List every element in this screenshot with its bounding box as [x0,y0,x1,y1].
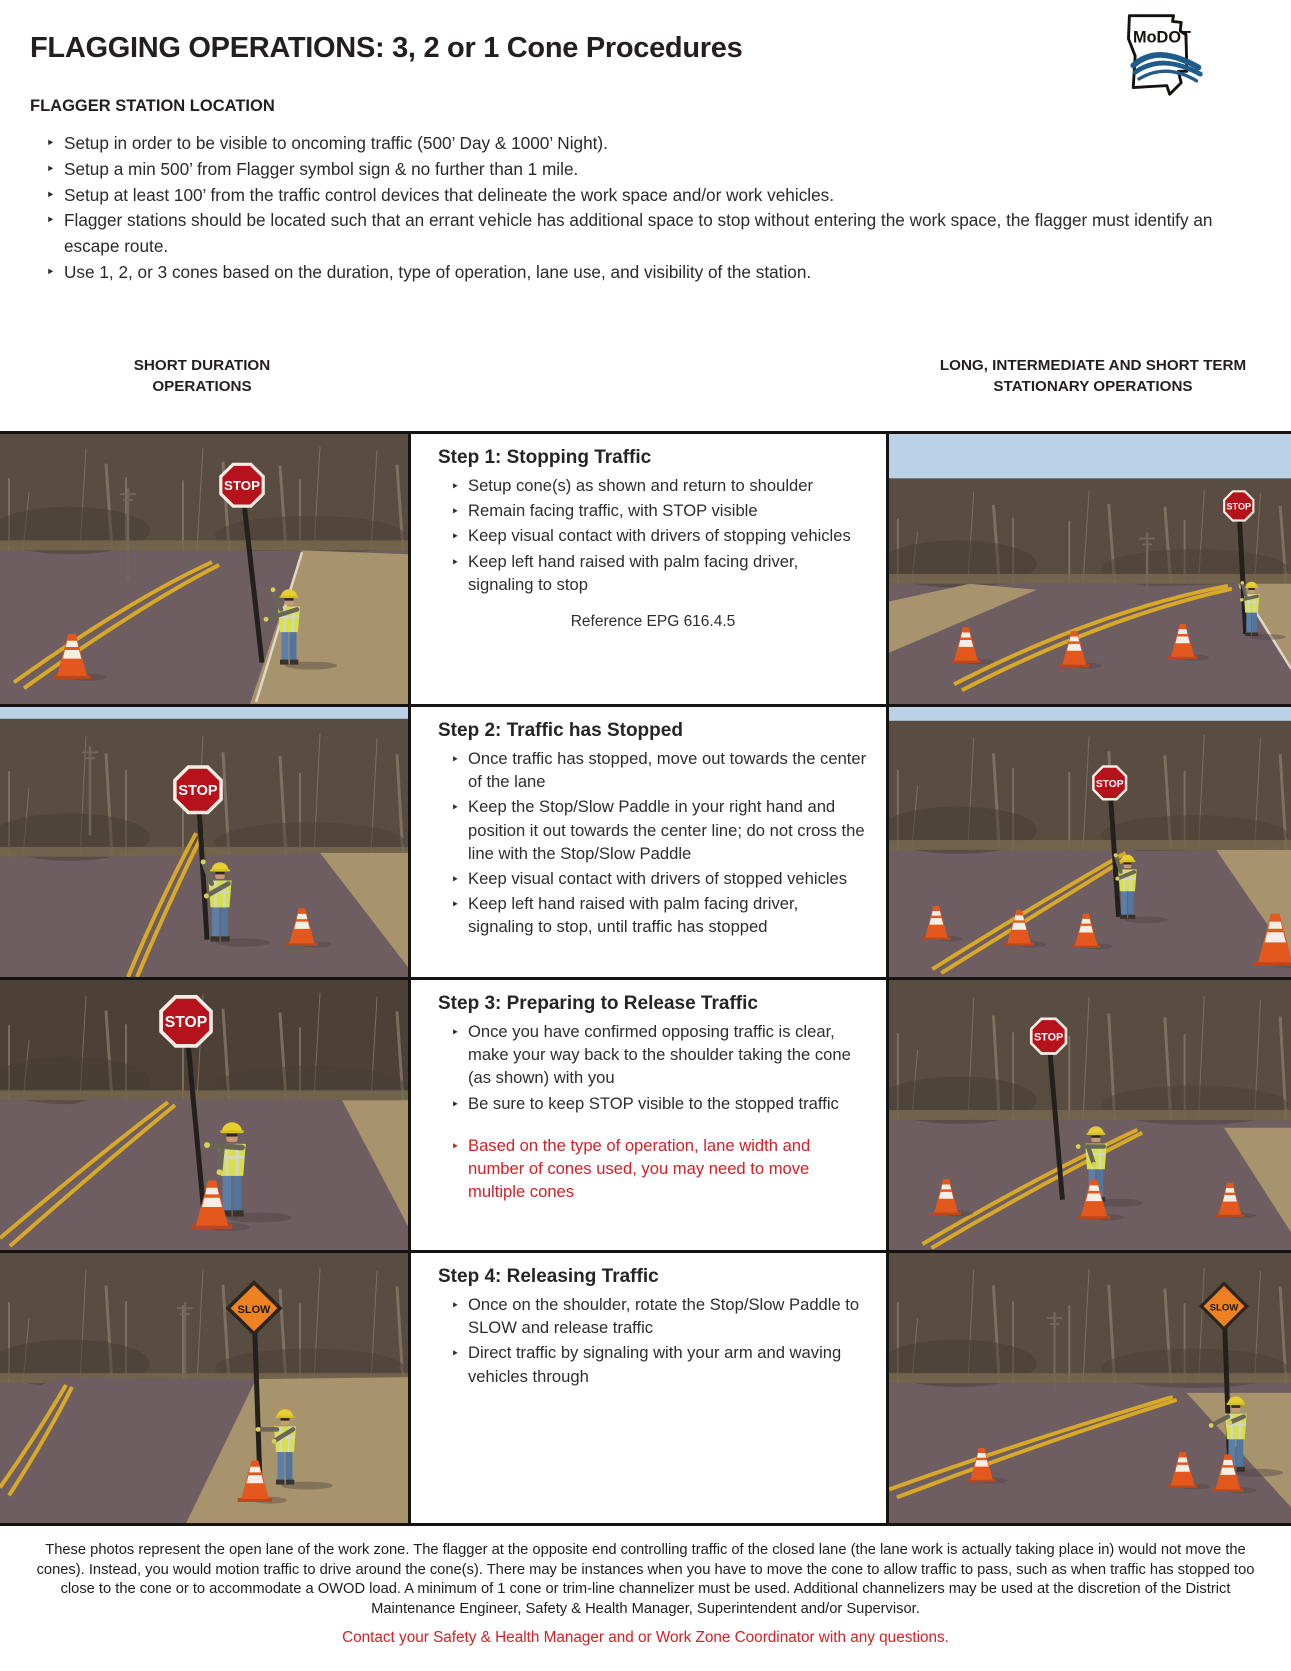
page-title: FLAGGING OPERATIONS: 3, 2 or 1 Cone Procedures [30,32,743,64]
svg-text:STOP: STOP [1226,501,1252,512]
column-header-short-duration: SHORT DURATION OPERATIONS [133,357,271,395]
logo-wordmark: MoDOT [1133,28,1191,47]
svg-text:STOP: STOP [1095,778,1124,790]
bullet-item: ‣ Setup a min 500’ from Flagger symbol sign & no further than 1 mile. [46,157,1268,183]
svg-text:SLOW: SLOW [1209,1302,1239,1314]
svg-text:STOP: STOP [1033,1031,1064,1044]
footer-note: These photos represent the open lane of the work zone. The flagger at the opposite end controlling traffic of the closed lane (the lane work is actually taking place in) would not move the cones). Instead, you would motion traffic to drive around the cone(s). There may be instances when you have to move the cone to allow traffic to pass, such as when traffic has stopped too close to the cone or to accommodate a OWOD load. A minimum of 1 cone or trim-line channelizer must be used. Additional channelizers may be used at the discretion of the District Maintenance Engineer, Safety & Health Manager, Superintendent and/or Supervisor. [36,1542,1255,1617]
photo-step4-short-duration [0,1253,408,1523]
step-bullet: ‣ Keep the Stop/Slow Paddle in your right hand and position it out towards the center line; do not cross the line with the Stop/Slow Paddle [468,795,868,865]
photo-step1-short-duration [0,434,408,704]
bullet-item: ‣ Flagger stations should be located such that an errant vehicle has additional space to stop without entering the work space, the flagger must identify an escape route. [46,208,1268,260]
section-heading: FLAGGER STATION LOCATION [30,97,275,115]
step-3-row [0,980,1291,1253]
step-bullet: ‣ Once on the shoulder, rotate the Stop/Slow Paddle to SLOW and release traffic [468,1293,868,1339]
photo-step4-stationary [889,1253,1291,1523]
step-heading: Step 3: Preparing to Release Traffic [438,993,758,1014]
bullet-item: ‣ Use 1, 2, or 3 cones based on the duration, type of operation, lane use, and visibility of the station. [46,260,1268,286]
reference-note: Reference EPG 616.4.5 [570,613,736,631]
bullet-item: ‣ Setup in order to be visible to oncoming traffic (500’ Day & 1000’ Night). [46,131,1268,157]
photo-step2-stationary [889,707,1291,977]
step-2-row [0,707,1291,980]
column-header-stationary: LONG, INTERMEDIATE AND SHORT TERM STATIONARY OPERATIONS [939,357,1247,395]
step-bullet: ‣ Once you have confirmed opposing traffic is clear, make your way back to the shoulder taking the cone (as shown) with you [468,1020,868,1090]
photo-step2-short-duration [0,707,408,977]
step-1-row [0,434,1291,707]
step-2-panel [408,707,889,977]
step-bullet: ‣ Once traffic has stopped, move out towards the center of the lane [468,747,868,793]
photo-step3-short-duration [0,980,408,1250]
step-1-panel [408,434,889,704]
step-bullet: ‣ Be sure to keep STOP visible to the stopped traffic [468,1092,868,1115]
modot-logo [1114,8,1210,100]
svg-text:STOP: STOP [164,1014,208,1032]
photo-step3-stationary [889,980,1291,1250]
step-heading: Step 1: Stopping Traffic [438,447,652,468]
step-bullet: ‣ Keep left hand raised with palm facing driver, signaling to stop [468,550,868,596]
photo-step1-stationary [889,434,1291,704]
svg-text:SLOW: SLOW [237,1303,271,1316]
procedure-grid [0,431,1291,1526]
step-bullet: ‣ Keep visual contact with drivers of stopped vehicles [468,867,868,890]
step-bullet: ‣ Keep visual contact with drivers of stopping vehicles [468,524,868,547]
flagger-station-bullets [46,131,1268,286]
step-4-row [0,1253,1291,1526]
svg-text:STOP: STOP [178,783,218,800]
footer-contact-line: Contact your Safety & Health Manager and or Work Zone Coordinator with any questions. [342,1629,949,1646]
step-bullet: ‣ Keep left hand raised with palm facing driver, signaling to stop, until traffic has stopped [468,892,868,938]
step-warning-bullet: ‣ Based on the type of operation, lane width and number of cones used, you may need to move multiple cones [468,1134,868,1204]
step-4-panel [408,1253,889,1523]
bullet-item: ‣ Setup at least 100’ from the traffic control devices that delineate the work space and/or work vehicles. [46,183,1268,209]
svg-text:STOP: STOP [224,478,260,494]
step-heading: Step 2: Traffic has Stopped [438,720,683,741]
step-bullet: ‣ Direct traffic by signaling with your arm and waving vehicles through [468,1341,868,1387]
step-3-panel [408,980,889,1250]
step-bullet: ‣ Remain facing traffic, with STOP visible [468,499,868,522]
step-heading: Step 4: Releasing Traffic [438,1266,659,1287]
step-bullet: ‣ Setup cone(s) as shown and return to shoulder [468,474,868,497]
